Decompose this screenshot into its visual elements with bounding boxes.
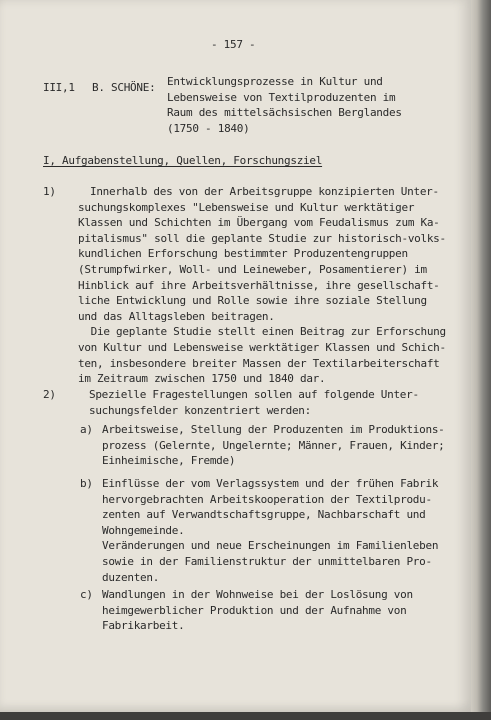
- text-line: Veränderungen und neue Erscheinungen im Familienleben: [102, 539, 439, 553]
- title-line: Entwicklungsprozesse in Kultur und: [167, 75, 383, 88]
- text-line: von Kultur und Lebensweise werktätiger Klassen und Schich-: [78, 340, 446, 354]
- report-code: III,1: [43, 81, 75, 94]
- bottom-shadow: [0, 712, 491, 720]
- text-line: Fabrikarbeit.: [102, 619, 185, 633]
- text-line: Hinblick auf ihre Arbeitsverhältnisse, ihre gesellschaft-: [78, 278, 440, 292]
- item-b-text: [102, 476, 438, 585]
- para1-text: [78, 184, 446, 387]
- text-line: suchungskomplexes "Lebensweise und Kultur werktätiger: [78, 200, 415, 214]
- para2-marker: 2): [43, 388, 56, 401]
- text-line: Spezielle Fragestellungen sollen auf folgende Unter-: [89, 388, 419, 401]
- text-line: zenten auf Verwandtschaftsgruppe, Nachbarschaft und: [102, 508, 426, 522]
- text-line: kundlichen Erforschung bestimmter Produzentengruppen: [78, 247, 408, 261]
- item-a-text: [102, 422, 445, 469]
- title-line: Raum des mittelsächsischen Berglandes: [167, 106, 402, 120]
- text-line: Wohngemeinde.: [102, 523, 185, 537]
- text-line: Die geplante Studie stellt einen Beitrag zur Erforschung: [78, 325, 446, 339]
- item-c-marker: c): [80, 588, 93, 601]
- text-line: Innerhalb des von der Arbeitsgruppe konzipierten Unter-: [90, 185, 439, 198]
- text-line: suchungsfelder konzentriert werden:: [89, 403, 311, 417]
- text-line: (Strumpfwirker, Woll- und Leineweber, Posamentierer) im: [78, 262, 427, 276]
- text-line: und das Alltagsleben beitragen.: [78, 309, 275, 323]
- para1-marker: 1): [43, 185, 56, 198]
- text-line: prozess (Gelernte, Ungelernte; Männer, Frauen, Kinder;: [102, 438, 445, 452]
- para2-text: [89, 387, 419, 418]
- page-number: - 157 -: [211, 38, 256, 51]
- text-line: Arbeitsweise, Stellung der Produzenten im Produktions-: [102, 423, 445, 436]
- author-name: B. SCHÖNE:: [92, 81, 156, 94]
- report-title: [167, 74, 402, 136]
- text-line: liche Entwicklung und Rolle sowie ihre soziale Stellung: [78, 294, 427, 308]
- text-line: Einflüsse der vom Verlagssystem und der frühen Fabrik: [102, 477, 439, 490]
- text-line: Klassen und Schichten im Übergang vom Feudalismus zum Ka-: [78, 216, 440, 230]
- title-line: (1750 - 1840): [167, 121, 250, 135]
- item-a-marker: a): [80, 423, 93, 436]
- text-line: sowie in der Familienstruktur der unmittelbaren Pro-: [102, 554, 432, 568]
- text-line: Wandlungen in der Wohnweise bei der Loslösung von: [102, 588, 413, 601]
- page-edge-shadow: [471, 0, 491, 720]
- text-line: im Zeitraum zwischen 1750 und 1840 dar.: [78, 372, 326, 386]
- item-b-marker: b): [80, 477, 93, 490]
- section-heading: I, Aufgabenstellung, Quellen, Forschungsziel: [43, 154, 323, 167]
- text-line: ten, insbesondere breiter Massen der Textilarbeiterschaft: [78, 356, 440, 370]
- item-c-text: [102, 587, 413, 634]
- text-line: Einheimische, Fremde): [102, 454, 236, 468]
- text-line: duzenten.: [102, 570, 160, 584]
- text-line: hervorgebrachten Arbeitskooperation der Textilprodu-: [102, 492, 432, 506]
- text-line: heimgewerblicher Produktion und der Aufnahme von: [102, 603, 407, 617]
- title-line: Lebensweise von Textilproduzenten im: [167, 90, 396, 104]
- text-line: pitalismus" soll die geplante Studie zur historisch-volks-: [78, 231, 446, 245]
